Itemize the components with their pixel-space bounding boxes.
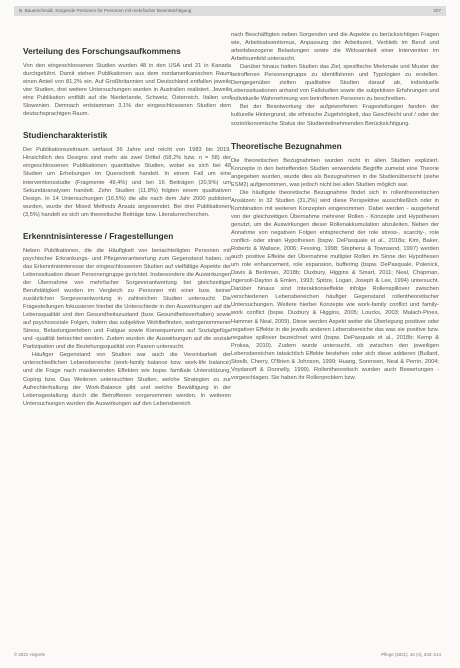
footer-copyright: © 2021 Hogrefe (14, 652, 46, 657)
section-heading: Verteilung des Forschungsaufkommens (23, 46, 181, 56)
running-title: B. Bauerschmidt, Sorgende Personen für Personen mit mehrfacher Beeinträchtigung (19, 8, 192, 13)
paragraph: Der Publikationszeitraum umfasst 36 Jahre und reicht von 1983 bis 2019. Hinsichtlich des Designs sind mehr als zwei Drittel (68,2% bzw. n = 58) der eingeschlossenen Publikationen quantitative Studien, wobei es sich bei 48 Studien um Erhebungen im Querschnitt handelt. In einem Fall um eine interventionsstudie (Fragmente 49,4%) und bei 16 Beiträgen (20,9%) um Sekundäranalysen handelt. Zehn Studien (11,8%) folgten einem qualitativen Design. In 14 Untersuchungen (16,5%) die alle nach dem Jahr 2000 publiziert wurden, wurde der Mixed Methods Ansatz angewendet. Bei drei Publikationen (3,5%) handelt es sich um theoretische Beiträge bzw. Literaturrecherchen. (23, 147, 231, 218)
page-footer (14, 650, 446, 660)
footer-citation: Pflege (2021), 34 (4), 203–214 (381, 652, 441, 657)
right-column (231, 31, 439, 382)
running-header (14, 6, 446, 16)
paragraph: Bei der Beantwortung der aufgeworfenen Fragestellungen fanden der kulturelle Hintergrund, die ethnische Zugehörigkeit, das Geschlecht und / oder der sozioökonomische Status der Studienteilnehmenden Berücksichtigung. (231, 104, 439, 127)
paragraph: Häufiger Gegenstand von Studien war auch die Vereinbarkeit der unterschiedlichen Lebensbereiche (work-family balance bzw. work-life balance) und die Frage nach maskierenden Effekten wie bspw. familiale Unterstützung, Coping bzw. Das Weiteren untersuchten Studien, welche Strategien zu zur Aufrechterhaltung der Work-Balance gibt und welche Bewältigung in der Lebensgestaltung durch die Betroffenen vorgenommen werden. In weiteren Untersuchungen wurden die Auswirkungen auf den Lebensbereich (23, 352, 231, 407)
paragraph: Neben Publikationen, die die Häufigkeit von benachteiligten Personen mit psychischer Erkrankungs- und Pflegeverantwortung zum Gegenstand haben, ist das Erkenntnisinteresse der eingeschlossenen Studien auf vielfältige Aspekte der Lebenssituation dieser Personengruppe gerichtet. Insbesondere die Auswirkungen der Übernahme von mehrfacher Sorgeverantwortung bei gleichzeitiger Berufstätigkeit wurden im Vergleich zu Personen mit einer bzw. keiner zusätzlichen Sorgeverantwortung in zahlreichen Studien untersucht. Die Fragestellungen fokussieren hierbei die Unterschiede in den Auswirkungen auf die Lebensqualität und den Gesundheitszustand (bzw. Gesundheitsverhalten) sowie auf psychosoziale Folgen, indem das subjektive Wohlbefinden, wahrgenommener Stress, Belastungserleben und Fatigue sowie Konsequenzen auf Sozialgefüge und -qualität betrachtet werden. Zudem wurden die Auswirkungen auf die soziale Partizipation und die Beziehungsqualität von Paaren untersucht. (23, 247, 231, 351)
left-column (23, 32, 231, 408)
paragraph: Darüber hinaus hatten Studien das Ziel, spezifische Merkmale und Muster der betroffenen Personengruppe zu identifizieren und Typologien zu erstellen. Demgegenüber zielten qualitative Studien darauf ab, individuelle Lebenssituationen anhand von Fallstudien sowie die subjektiven Erfahrungen und individuelle Wahrnehmung von betroffenen Personen zu beschreiben. (231, 64, 439, 103)
paragraph: Von den eingeschlossenen Studien wurden 48 in den USA und 21 in Kanada durchgeführt. Damit stehen Publikationen aus dem nordamerikanischen Raum einen Anteil von 81,2% ein. Auf Großbritannien und Deutschland entfallen jeweils vier Studien, drei weitere Untersuchungen wurden in Australien realisiert. Jeweils eine Publikation entfällt auf die Niederlande, Schweiz, Österreich, Italien und Slowenien. Demnach entstammen 3,1% der eingeschlossenen Studien dem deutschsprachigen Raum. (23, 63, 231, 118)
section-heading: Studiencharakteristik (23, 130, 108, 141)
page-number: 207 (433, 8, 441, 13)
section-heading: Theoretische Bezugnahmen (231, 140, 342, 151)
paragraph: Die häufigste theoretische Bezugnahme findet sich in rollentheoretischen Ansätzen: in 32 Studien (31,2%) wird diese Perspektive ausschließlich oder in Kombination mit weiteren Konzepten eingenommen. Dabei werden - ausgehend von der gleichzeitigen Übernahme mehrerer Rollen - Konzepte und Hypothesen genutzt, um die Auswirkungen dieser Rollenakkumulation abzuleiten. Neben der Annahme von negativen Folgen entsprechend der role stress-, scarcity-, role conflict- oder strain Hypothesen (bspw. DePasquale et al., 2018a; Kim, Baker, Roberts & Wallace, 2006; Fessing, 1998; Stephens & Townsend, 1997) werden auch positive Effekte der Übernahme multipler Rollen im Sinne der Hypothesen um role enhancement, role expansion, buffering (bspw. DePasquale, Polenick, Davis & Berkman, 2018b; Duxbury, Higgins & Smart, 2011; Neal, Chapman, Ingersoll-Dayton & Emlen, 1993; Spitze, Logan, Joseph & Lee, 1994) untersucht. Darüber hinaus sind Interaktionseffekte infolge Rollenspillover zwischen verschiedenen Lebensbereichen häufiger Gegenstand rollentheoretischer Untersuchungen. Weitere hierbei Konzepte wie work-family conflict und family-work conflict (bspw. Duxbury & Higgins, 2005; Loucks, 2003; Malach-Pines, Hammer & Neal, 2009). Diese werden Aspekt weiter die Überlegung positiver oder negativer Effekte in die jeweils anderen Lebensbereiche das was sie positive bzw. negative spillover bezeichnet wird (bspw. DePasquale et al., 2018b; Kemp & Proksa, 2010). Zudem wurde untersucht, ob zwischen den jeweiligen Lebensbereichen tatsächlich Effekte bestehen oder sich diese addieren (Bullard, Stoelb, Cherry, O'Brien & Johnson, 1999; Huang, Sorensen, Neal & Perrin, 2004; Voydanoff & Donnelly, 1999). Rollentheoretisch wurden auch Bewertungen - vorgeschlagen. Sie haben ihr Rollenproblem bzw. (231, 189, 439, 381)
paragraph: Die theoretischen Bezugnahmen wurden nicht in allen Studien expliziert. Konzepte in den betreffenden Studien verwendete Begriffe zumeist eine Theorie angegeben wurden, wurde dies als Bezugnahmen in die Studienübersicht (siehe ESM2) aufgenommen, was jedoch nicht bei allen Studien möglich war. (231, 157, 439, 188)
paragraph: nach Beschäftigten neben Sorgenden und die Aspekte zu berücksichtigen Fragen wie, Arbeitsabsentismus, Anpassung der Arbeitszeit, Verbleib im Beruf und arbeitsbezogene Belastungen sowie die Wirksamkeit einer Intervention im Arbeitsumfeld untersucht. (231, 32, 439, 63)
section-heading: Erkenntnisinteresse / Fragestellungen (23, 230, 174, 241)
